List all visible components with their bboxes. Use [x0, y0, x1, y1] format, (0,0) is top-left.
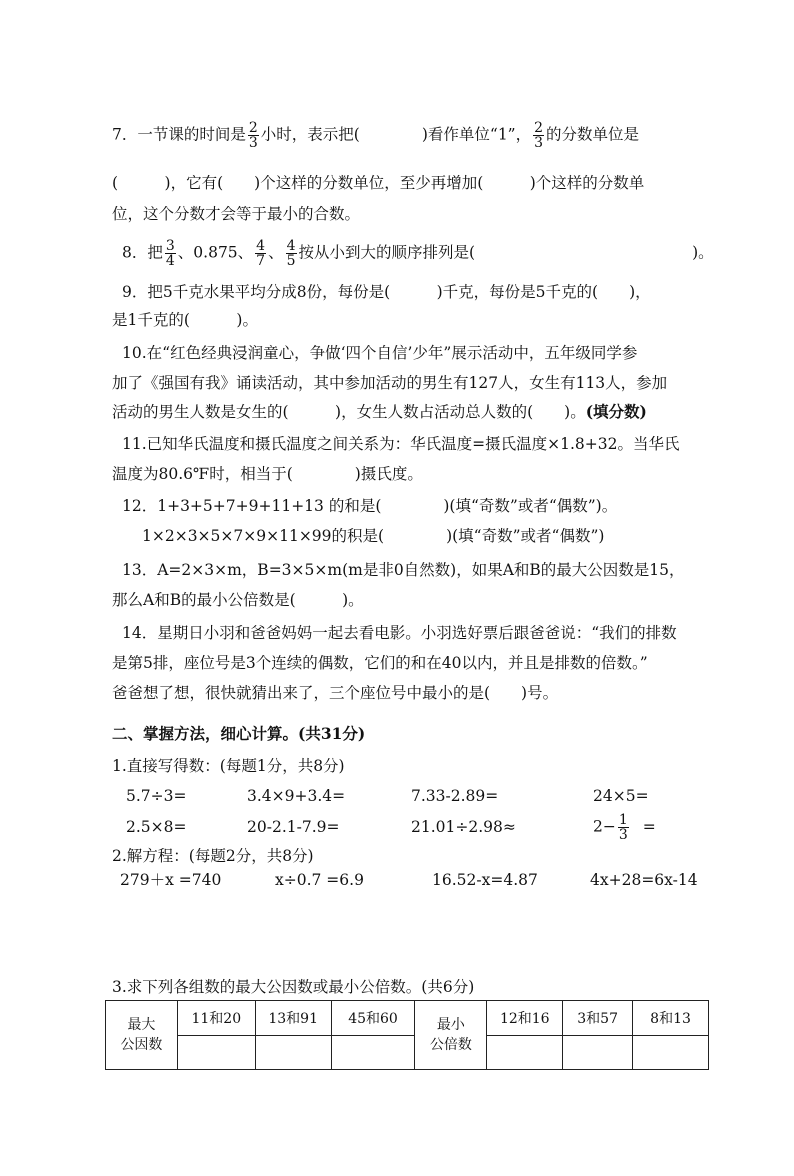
q14-line2: 是第5排，座位号是3个连续的偶数，它们的和在40以内，并且是排数的倍数。” — [112, 654, 648, 672]
q8-line — [122, 239, 714, 268]
calc-1: 5.7÷3= — [126, 787, 187, 805]
calc-3: 7.33-2.89= — [411, 787, 499, 805]
calc-5: 2.5×8= — [126, 818, 187, 836]
lcm-pair-3: 8和13 — [633, 1001, 709, 1036]
q14-line1: 14．星期日小羽和爸爸妈妈一起去看电影。小羽选好票后跟爸爸说：“我们的排数 — [122, 624, 677, 642]
q10-line3-text: 活动的男生人数是女生的( )，女生人数占活动总人数的( )。 — [112, 403, 586, 421]
q7-text-a: 7．一节课的时间是 — [112, 125, 246, 144]
lcm-answer-3[interactable] — [633, 1035, 709, 1070]
sub1-title: 1.直接写得数：(每题1分，共8分) — [112, 757, 345, 775]
calc-7: 21.01÷2.98≈ — [411, 818, 516, 836]
calc-8: 2− $\frac{1}{3}$ = — [593, 812, 656, 843]
q7-text-b: 小时，表示把( )看作单位“1”， — [260, 125, 532, 144]
calc-6: 20-2.1-7.9= — [247, 818, 340, 836]
q9-line1: 9．把5千克水果平均分成8份，每份是( )千克，每份是5千克的( )， — [122, 283, 651, 301]
sub3-title: 3.求下列各组数的最大公因数或最小公倍数。(共6分) — [112, 978, 475, 996]
q8-text-c: 、 — [268, 243, 284, 262]
gcd-answer-1[interactable] — [177, 1035, 255, 1070]
calc-2: 3.4×9+3.4= — [247, 787, 346, 805]
q8-text-a: 8．把 — [122, 243, 163, 262]
q11-line1: 11.已知华氏温度和摄氏温度之间关系为：华氏温度=摄氏温度×1.8+32。当华氏 — [122, 435, 680, 453]
q13-line1: 13．A=2×3×m，B=3×5×m(m是非0自然数)，如果A和B的最大公因数是15， — [122, 561, 685, 579]
lcm-answer-2[interactable] — [563, 1035, 633, 1070]
sub2-equations — [120, 869, 698, 891]
gcd-pair-1: 11和20 — [177, 1001, 255, 1036]
q14-line3: 爸爸想了想，很快就猜出来了，三个座位号中最小的是( )号。 — [112, 684, 559, 702]
q8-fraction-2: $\frac{4}{7}$ — [256, 238, 266, 269]
q8-fraction-3: $\frac{4}{5}$ — [286, 238, 296, 269]
q7-line3: 位，这个分数才会等于最小的合数。 — [112, 205, 361, 223]
q10-line1: 10.在“红色经典浸润童心，争做‘四个自信’少年”展示活动中，五年级同学参 — [122, 344, 638, 362]
gcd-pair-3: 45和60 — [331, 1001, 415, 1036]
q7-fraction-2: $\frac{2}{3}$ — [534, 120, 544, 151]
sub1-row2 — [126, 812, 686, 843]
q11-line2: 温度为80.6℉时，相当于( )摄氏度。 — [112, 465, 423, 483]
gcd-pair-2: 13和91 — [255, 1001, 331, 1036]
equation-4: 4x+28=6x-14 — [590, 871, 698, 889]
q8-text-b: 、0.875、 — [177, 243, 254, 262]
q13-line2: 那么A和B的最小公倍数是( )。 — [112, 591, 364, 609]
lcm-pair-1: 12和16 — [487, 1001, 563, 1036]
q8-text-d: 按从小到大的顺序排列是( )。 — [298, 243, 714, 262]
q7-line1 — [112, 121, 639, 150]
q12-line2: 1×2×3×5×7×9×11×99的积是( )(填“奇数”或者“偶数”) — [142, 527, 605, 545]
equation-2: x÷0.7 =6.9 — [275, 871, 364, 889]
sub2-title: 2.解方程：(每题2分，共8分) — [112, 847, 314, 865]
gcd-label-cell: 最大 公因数 — [106, 1001, 178, 1070]
q7-text-c: 的分数单位是 — [546, 125, 640, 144]
q9-line2: 是1千克的( )。 — [112, 311, 258, 329]
q8-fraction-1: $\frac{3}{4}$ — [165, 238, 175, 269]
lcm-label-cell: 最小 公倍数 — [415, 1001, 487, 1070]
lcm-pair-2: 3和57 — [563, 1001, 633, 1036]
sub1-row1 — [126, 785, 686, 807]
gcd-answer-3[interactable] — [331, 1035, 415, 1070]
gcd-lcm-table — [105, 1000, 709, 1070]
q10-line3 — [112, 402, 647, 422]
q10-fill-fraction-note: (填分数) — [585, 402, 647, 421]
q7-fraction-1: $\frac{2}{3}$ — [248, 120, 258, 151]
equation-1: 279＋x =740 — [120, 871, 222, 889]
q12-line1: 12．1+3+5+7+9+11+13 的和是( )(填“奇数”或者“偶数”)。 — [122, 497, 618, 515]
gcd-answer-2[interactable] — [255, 1035, 331, 1070]
calc-4: 24×5= — [593, 787, 649, 805]
lcm-answer-1[interactable] — [487, 1035, 563, 1070]
section2-title: 二、掌握方法，细心计算。(共31分) — [112, 724, 366, 743]
q7-line2: ( )，它有( )个这样的分数单位，至少再增加( )个这样的分数单 — [112, 174, 645, 192]
equation-3: 16.52-x=4.87 — [432, 871, 538, 889]
q10-line2: 加了《强国有我》诵读活动，其中参加活动的男生有127人，女生有113人，参加 — [112, 374, 668, 392]
